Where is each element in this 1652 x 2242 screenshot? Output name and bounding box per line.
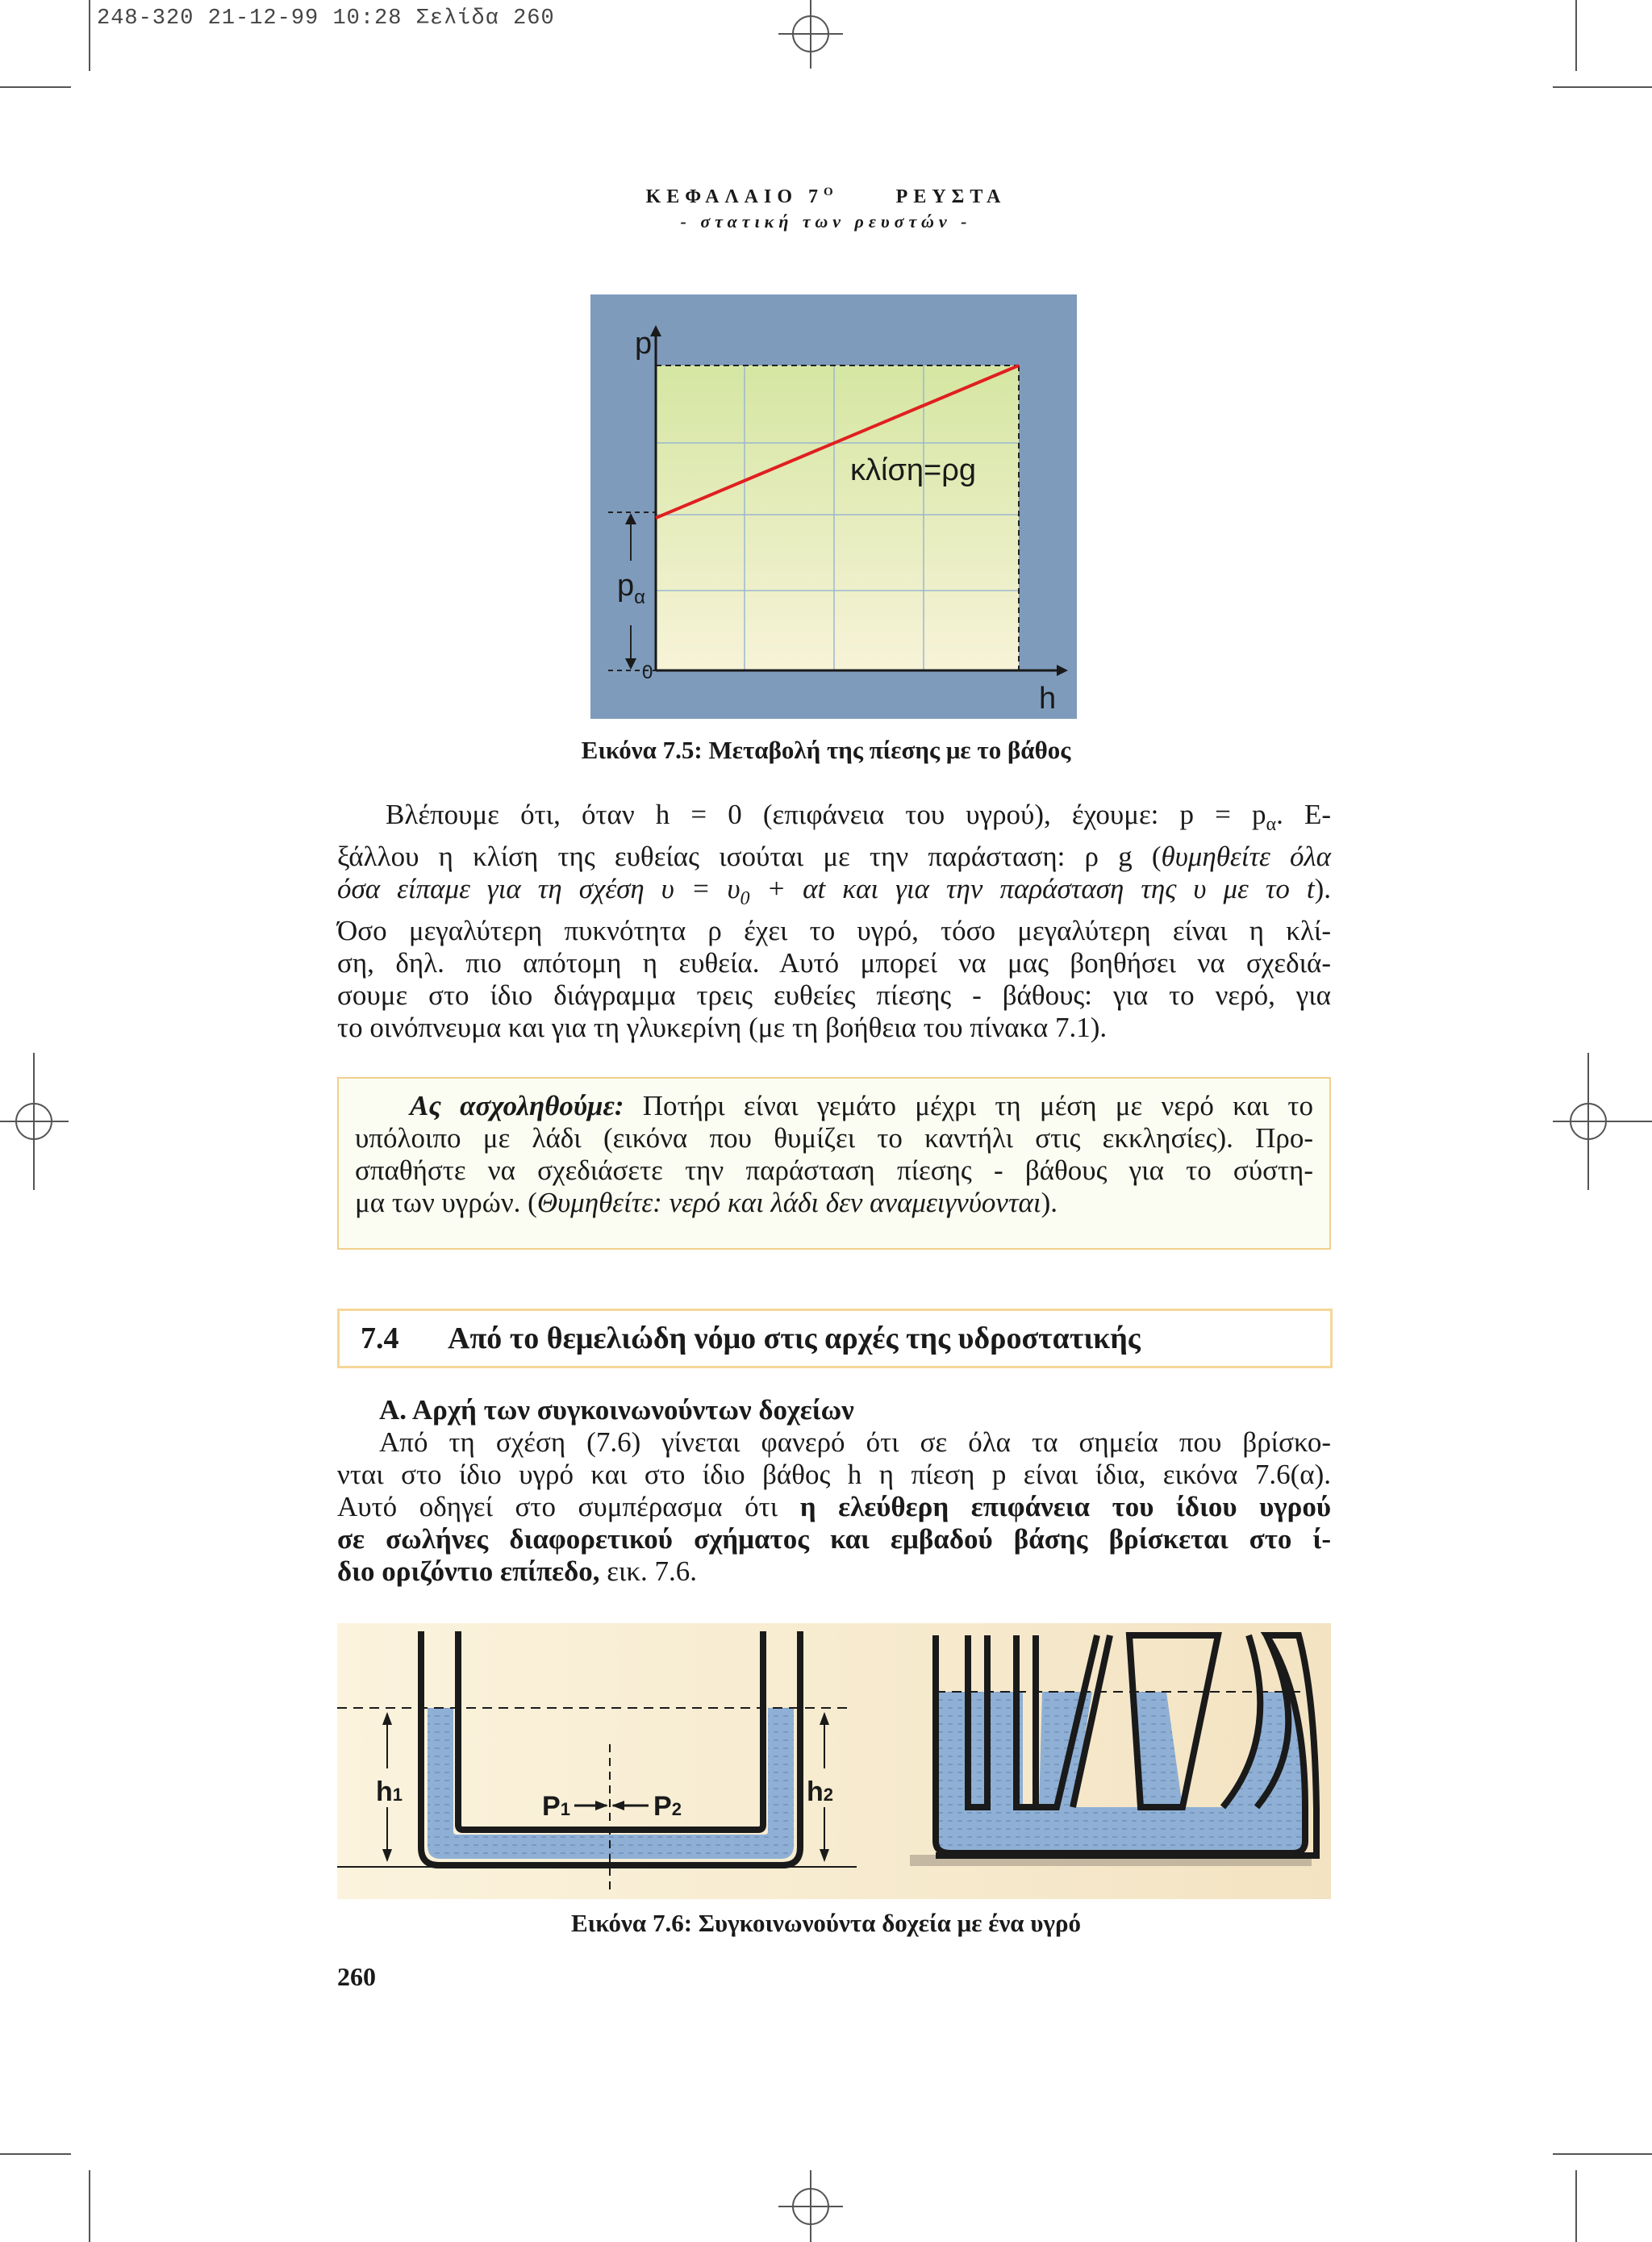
para1-line: Όσο μεγαλύτερη πυκνότητα ρ έχει το υγρό, τόσο μεγαλύτερη είναι η κλί-	[337, 915, 1331, 946]
pressure-depth-chart	[590, 294, 1077, 719]
figure1-caption: Εικόνα 7.5: Μεταβολή της πίεσης με το βάθος	[581, 736, 1071, 764]
running-header-chapter: ΚΕΦΑΛΑΙΟ $7^O$ ΡΕΥΣΤΑ	[645, 186, 1007, 207]
para1-line: σουμε στο ίδιο διάγραμμα τρεις ευθείες πίεσης - βάθους: για το νερό, για	[337, 979, 1331, 1011]
section-heading-box	[337, 1309, 1333, 1368]
subsection-line: διο οριζόντιο επίπεδο, εικ. 7.6.	[337, 1555, 698, 1587]
subsection-title: Α. Αρχή των συγκοινωνούντων δοχείων	[379, 1394, 854, 1426]
para1-line: ξάλλου η κλίση της ευθείας ισούται με την παράσταση: ρ g (θυμηθείτε όλα	[337, 841, 1331, 872]
exercise-line: υπόλοιπο με λάδι (εικόνα που θυμίζει το καντήλι στις εκκλησίες). Προ-	[355, 1122, 1313, 1154]
subsection-line: νται στο ίδιο υγρό και στο ίδιο βάθος h η πίεση p είναι ίδια, εικόνα 7.6(α).	[337, 1459, 1331, 1490]
para1-line: το οινόπνευμα και για τη γλυκερίνη (με τη βοήθεια του πίνακα 7.1).	[337, 1012, 1108, 1043]
subsection-line: Από τη σχέση (7.6) γίνεται φανερό ότι σε όλα τα σημεία που βρίσκο-	[379, 1426, 1331, 1458]
section-title: Από το θεμελιώδη νόμο στις αρχές της υδροστατικής	[448, 1321, 1141, 1355]
subsection-line: Αυτό οδηγεί στο συμπέρασμα ότι η ελεύθερη επιφάνεια του ίδιου υγρού	[337, 1491, 1332, 1522]
y-axis-label: p	[635, 327, 653, 361]
figure2-caption: Εικόνα 7.6: Συγκοινωνούντα δοχεία με ένα υγρό	[570, 1909, 1082, 1937]
p1-label: P1	[542, 1791, 570, 1822]
page-number: 260	[337, 1962, 376, 1991]
figure-pressure-depth	[590, 294, 1077, 719]
registration-mark-bottom	[774, 2170, 847, 2242]
para1-line: ση, δηλ. πιο απότομη η ευθεία. Αυτό μπορεί να μας βοηθήσει να σχεδιά-	[337, 947, 1331, 979]
subsection-block	[337, 1394, 1331, 1588]
x-axis-label: h	[1039, 682, 1057, 716]
slope-label: κλίση=ρg	[850, 453, 976, 487]
exercise-line: Ας ασχοληθούμε: Ποτήρι είναι γεμάτο μέχρι τη μέση με νερό και το	[410, 1090, 1314, 1121]
h1-label: h1	[376, 1776, 403, 1807]
plot-area	[656, 365, 1019, 670]
h2-label: h2	[807, 1776, 834, 1807]
subsection-line: σε σωλήνες διαφορετικού σχήματος και εμβαδού βάσης βρίσκεται στο ί-	[337, 1523, 1331, 1555]
section-number: 7.4	[361, 1321, 399, 1355]
registration-mark-left	[0, 1049, 73, 1194]
origin-label: 0	[642, 662, 653, 683]
running-header-subtitle: - στατική των ρευστών -	[680, 211, 972, 232]
exercise-line: μα των υγρών. (Θυμηθείτε: νερό και λάδι δεν αναμειγνύονται).	[355, 1187, 1058, 1218]
figure-communicating-vessels	[337, 1623, 1331, 1899]
body-paragraph-1	[337, 799, 1331, 1044]
exercise-line: σπαθήστε να σχεδιάσετε την παράσταση πίεσης - βάθους για το σύστη-	[355, 1154, 1313, 1186]
registration-mark-right	[1553, 1049, 1652, 1194]
para1-line: όσα είπαμε για τη σχέση $\upsilon = \upsilon_0 + \alpha t$ και για την παράσταση της υ με το t).	[337, 873, 1331, 909]
print-slug: 248-320 21-12-99 10:28 Σελίδα 260	[97, 6, 555, 31]
p2-label: P2	[653, 1791, 682, 1822]
exercise-box	[337, 1077, 1331, 1250]
para1-line: Βλέπουμε ότι, όταν h = 0 (επιφάνεια του υγρού), έχουμε: $p = p_\alpha$. Ε-	[386, 799, 1331, 835]
registration-mark-top	[774, 0, 847, 73]
pa-label: $p_\alpha$	[617, 569, 646, 608]
